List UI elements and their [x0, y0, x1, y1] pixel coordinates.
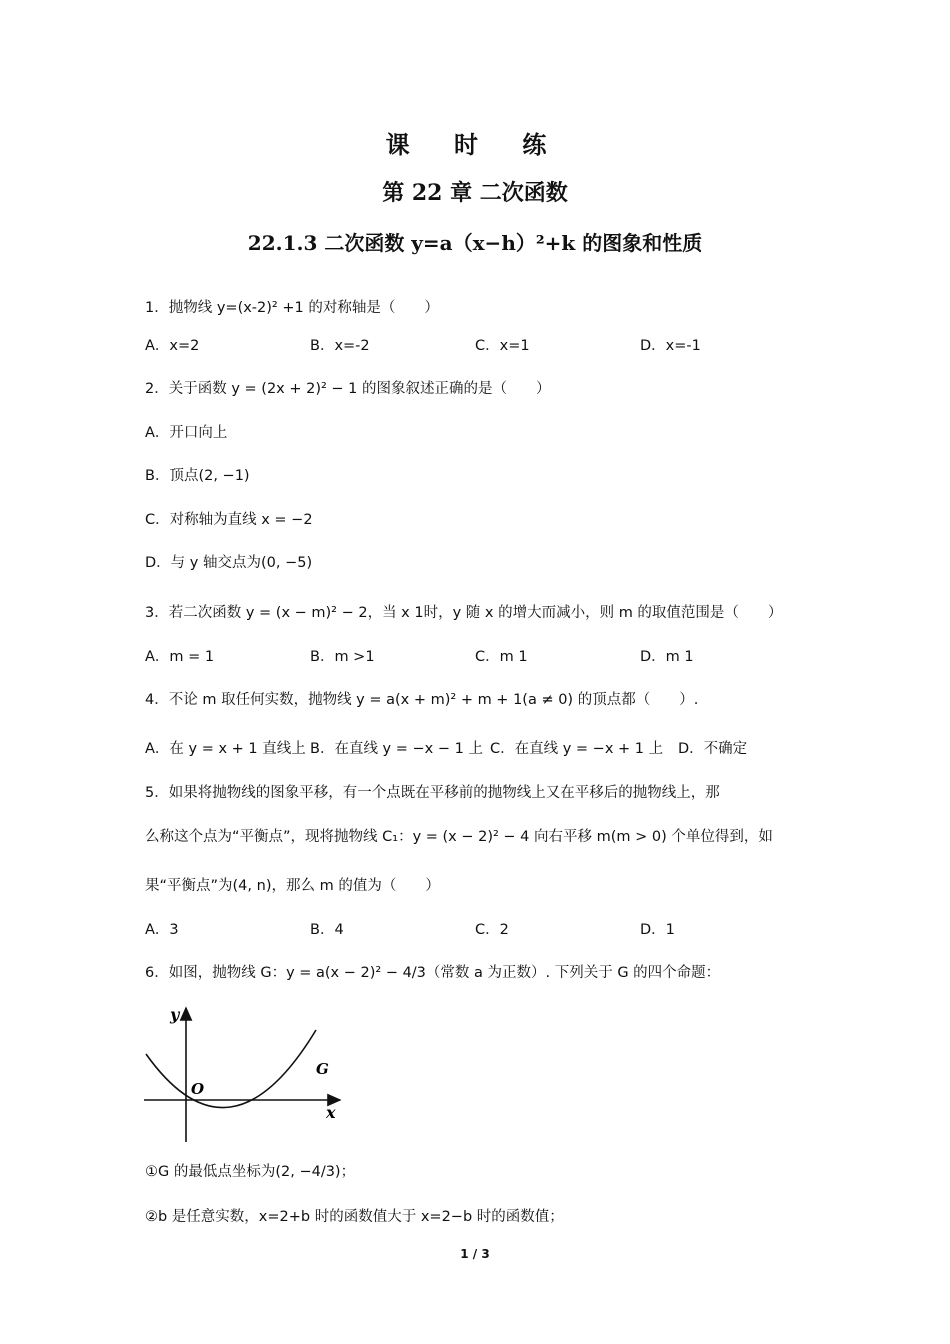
page-title: 课 时 练: [385, 130, 565, 159]
q3-option-a: A．m = 1: [145, 649, 215, 665]
q4-option-b: B．在直线 y = −x − 1 上: [310, 741, 483, 757]
question-2-stem: 2．关于函数 y = (2x + 2)² − 1 的图象叙述正确的是（ ）: [145, 381, 551, 397]
q1-option-d: D．x=-1: [640, 338, 701, 354]
q1-option-a: A．x=2: [145, 338, 200, 354]
question-5-stem-line-2: 么称这个点为“平衡点”，现将抛物线 C₁：y = (x − 2)² − 4 向右平移 m(m > 0) 个单位得到，如: [145, 829, 773, 845]
q2-option-a: A．开口向上: [145, 425, 228, 441]
question-5-stem-line-1: 5．如果将抛物线的图象平移，有一个点既在平移前的抛物线上又在平移后的抛物线上，那: [145, 785, 720, 801]
q2-option-c: C．对称轴为直线 x = −2: [145, 512, 313, 528]
parabola-curve: [146, 1030, 316, 1108]
q6-statement-1: ①G 的最低点坐标为(2, −4/3)；: [145, 1164, 356, 1180]
chapter-title: 第 22 章 二次函数: [382, 180, 568, 206]
question-3-stem: 3．若二次函数 y = (x − m)² − 2，当 x 1时，y 随 x 的增大而减小，则 m 的取值范围是（ ）: [145, 605, 783, 621]
q3-option-c: C．m 1: [475, 649, 528, 665]
page-number: 1 / 3: [460, 1247, 490, 1261]
y-axis-label: y: [170, 1005, 180, 1024]
q5-option-d: D．1: [640, 922, 675, 938]
question-5-stem-line-3: 果“平衡点”为(4, n)，那么 m 的值为（ ）: [145, 878, 440, 894]
question-4-stem: 4．不论 m 取任何实数，抛物线 y = a(x + m)² + m + 1(a ≠ 0) 的顶点都（ ）.: [145, 692, 699, 708]
q1-option-c: C．x=1: [475, 338, 530, 354]
q4-option-d: D．不确定: [678, 741, 748, 757]
question-1-stem: 1．抛物线 y=(x-2)² +1 的对称轴是（ ）: [145, 300, 439, 316]
x-axis-label: x: [326, 1103, 336, 1122]
section-title: 22.1.3 二次函数 y=a（x−h）²+k 的图象和性质: [247, 231, 703, 255]
q5-option-b: B．4: [310, 922, 344, 938]
parabola-figure: [140, 1002, 355, 1147]
q1-option-b: B．x=-2: [310, 338, 370, 354]
q5-option-c: C．2: [475, 922, 509, 938]
q2-option-b: B．顶点(2, −1): [145, 468, 250, 484]
q3-option-b: B．m >1: [310, 649, 375, 665]
origin-label: O: [191, 1080, 205, 1098]
q6-statement-2: ②b 是任意实数，x=2+b 时的函数值大于 x=2−b 时的函数值；: [145, 1209, 564, 1225]
q5-option-a: A．3: [145, 922, 179, 938]
curve-label: G: [316, 1060, 329, 1078]
q4-option-c: C．在直线 y = −x + 1 上: [490, 741, 664, 757]
q2-option-d: D．与 y 轴交点为(0, −5): [145, 555, 313, 571]
q3-option-d: D．m 1: [640, 649, 694, 665]
q4-option-a: A．在 y = x + 1 直线上: [145, 741, 306, 757]
question-6-stem: 6．如图，抛物线 G：y = a(x − 2)² − 4/3（常数 a 为正数）. 下列关于 G 的四个命题：: [145, 965, 721, 981]
